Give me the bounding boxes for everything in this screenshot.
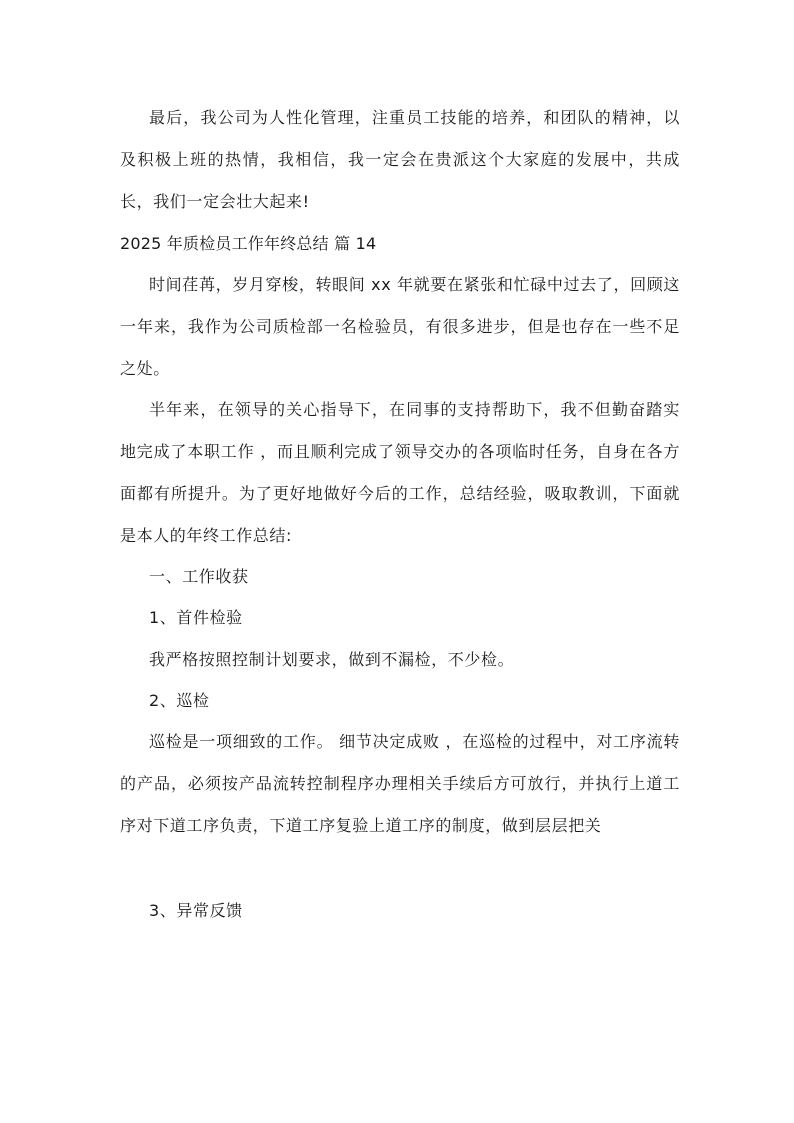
heading-work-gains: 一、工作收获 (149, 567, 249, 586)
section-title: 2025 年质检员工作年终总结 篇 14 (120, 234, 377, 253)
heading-first-piece-inspection: 1、首件检验 (149, 608, 243, 627)
paragraph-patrol-inspection: 巡检是一项细致的工作。 细节决定成败 ，在巡检的过程中，对工序流转的产品，必须按产品流转控制程序办理相关手续后方可放行，并执行上道工序对下道工序负责，下道工序复验上道工序的制度，做到层层把关 (120, 732, 680, 835)
paragraph-half-year: 半年来，在领导的关心指导下，在同事的支持帮助下，我不但勤奋踏实地完成了本职工作 ，而且顺利完成了领导交办的各项临时任务，自身在各方面都有所提升。为了更好地做好今后的工作，总结经验，吸取教训，下面就是本人的年终工作总结: (120, 400, 680, 545)
paragraph-conclusion: 最后，我公司为人性化管理，注重员工技能的培养，和团队的精神，以及积极上班的热情，我相信，我一定会在贵派这个大家庭的发展中，共成长，我们一定会壮大起来! (120, 108, 680, 211)
paragraph-first-piece-inspection: 我严格按照控制计划要求，做到不漏检，不少检。 (149, 650, 515, 669)
heading-abnormal-feedback: 3、异常反馈 (149, 901, 243, 920)
heading-patrol-inspection: 2、巡检 (149, 691, 210, 710)
paragraph-time-passes: 时间荏苒，岁月穿梭，转眼间 xx 年就要在紧张和忙碌中过去了，回顾这一年来，我作为公司质检部一名检验员，有很多进步，但是也存在一些不足之处。 (120, 275, 680, 378)
